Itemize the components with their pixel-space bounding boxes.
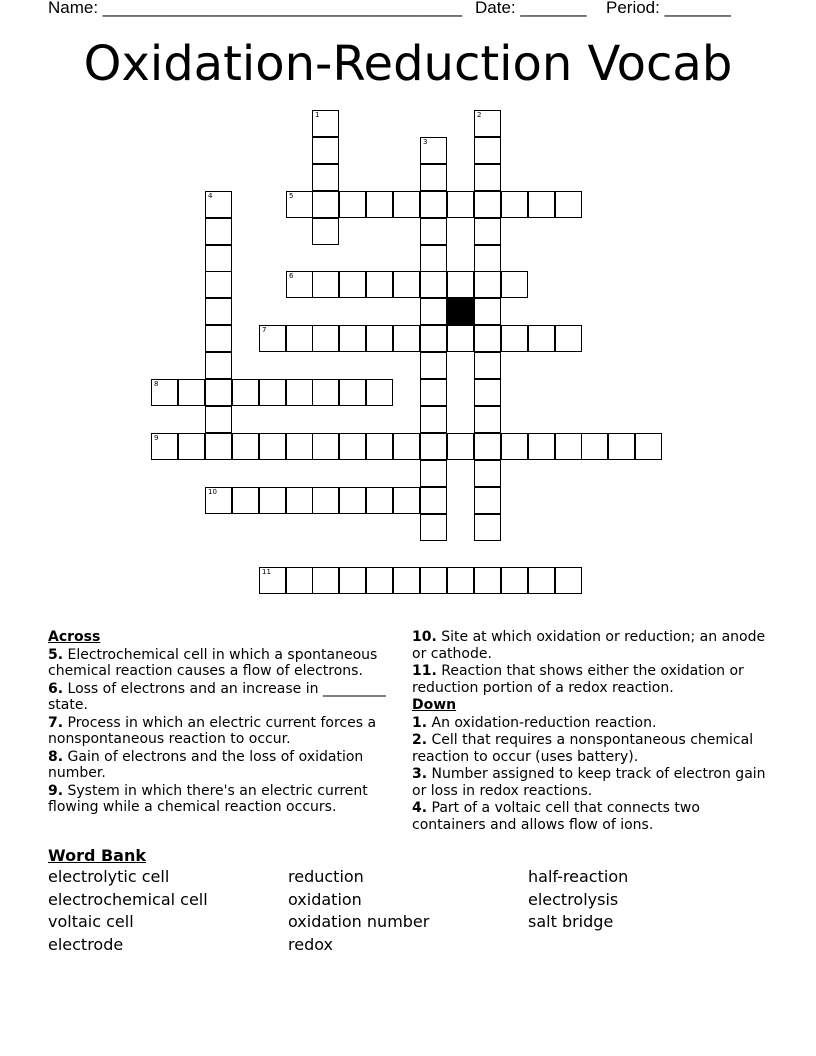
cell-number: 8 [154, 380, 159, 388]
crossword-cell[interactable] [339, 379, 366, 406]
crossword-cell[interactable] [366, 379, 393, 406]
crossword-cell[interactable] [555, 191, 582, 218]
clue-number: 10. [412, 629, 437, 645]
crossword-cell[interactable] [420, 137, 447, 164]
word-bank-word: electrode [48, 934, 124, 954]
crossword-cell[interactable] [474, 110, 501, 137]
down-heading: Down [412, 697, 457, 713]
crossword-cell[interactable] [420, 164, 447, 191]
crossword-cell[interactable] [286, 433, 313, 460]
crossword-cell[interactable] [286, 567, 313, 594]
down-clue-list [412, 715, 768, 834]
page-title: Oxidation-Reduction Vocab [83, 36, 733, 92]
crossword-cell[interactable] [474, 406, 501, 433]
word-bank-word: electrolytic cell [48, 867, 170, 886]
crossword-cell[interactable] [366, 271, 393, 298]
clue-number: 8. [48, 748, 64, 765]
crossword-cell[interactable] [420, 245, 447, 272]
crossword-cell[interactable] [312, 433, 339, 460]
across-clue [412, 629, 768, 662]
cell-number: 10 [208, 488, 217, 496]
crossword-cell[interactable] [420, 271, 447, 298]
down-clue [412, 732, 768, 765]
clue-number: 11. [412, 663, 437, 679]
crossword-cell[interactable] [393, 271, 420, 298]
cell-number: 3 [423, 138, 428, 146]
crossword-cell[interactable] [205, 352, 232, 379]
crossword-cell[interactable] [312, 137, 339, 164]
crossword-cell[interactable] [393, 433, 420, 460]
crossword-cell[interactable] [420, 433, 447, 460]
crossword-cell[interactable] [420, 514, 447, 541]
cell-number: 2 [477, 111, 482, 119]
crossword-cell[interactable] [232, 379, 259, 406]
crossword-cell[interactable] [259, 379, 286, 406]
crossword-cell[interactable] [420, 379, 447, 406]
across-clue-list [48, 647, 400, 816]
down-clue [412, 715, 768, 732]
crossword-cell[interactable] [420, 325, 447, 352]
clues-right-column [412, 629, 768, 834]
blocked-cell [447, 298, 474, 325]
clue-text: Gain of electrons and the loss of oxidation number. [48, 748, 364, 781]
crossword-cell[interactable] [286, 487, 313, 514]
crossword-cell[interactable] [312, 325, 339, 352]
crossword-cell[interactable] [232, 433, 259, 460]
crossword-cell[interactable] [205, 298, 232, 325]
crossword-cell[interactable] [447, 271, 474, 298]
crossword-cell[interactable] [501, 325, 528, 352]
crossword-cell[interactable] [420, 218, 447, 245]
crossword-cell[interactable] [286, 191, 313, 218]
crossword-cell[interactable] [205, 487, 232, 514]
word-bank-column [48, 866, 208, 956]
crossword-cell[interactable] [393, 487, 420, 514]
period-field[interactable]: Period: _______ [606, 0, 731, 17]
clue-text: Part of a voltaic cell that connects two containers and allows flow of ions. [412, 800, 700, 833]
across-clue [48, 681, 400, 714]
crossword-cell[interactable] [312, 191, 339, 218]
crossword-cell[interactable] [528, 567, 555, 594]
crossword-cell[interactable] [528, 325, 555, 352]
crossword-cell[interactable] [528, 433, 555, 460]
word-bank-word: reduction [288, 867, 364, 886]
clue-number: 6. [48, 680, 64, 697]
across-clue [48, 783, 400, 816]
clue-text: Site at which oxidation or reduction; an anode or cathode. [412, 629, 766, 662]
clue-text: Electrochemical cell in which a spontaneous chemical reaction causes a flow of electrons. [48, 646, 378, 679]
crossword-cell[interactable] [151, 433, 178, 460]
crossword-cell[interactable] [205, 406, 232, 433]
crossword-cell[interactable] [312, 487, 339, 514]
crossword-cell[interactable] [474, 379, 501, 406]
crossword-cell[interactable] [474, 164, 501, 191]
crossword-cell[interactable] [608, 433, 635, 460]
across-clue [48, 715, 400, 748]
crossword-cell[interactable] [581, 433, 608, 460]
clue-number: 9. [48, 782, 64, 799]
cell-number: 4 [208, 192, 213, 200]
cell-number: 9 [154, 434, 159, 442]
crossword-cell[interactable] [474, 325, 501, 352]
crossword-cell[interactable] [447, 325, 474, 352]
crossword-cell[interactable] [366, 433, 393, 460]
crossword-cell[interactable] [259, 567, 286, 594]
across-clue [48, 749, 400, 782]
clue-text: Process in which an electric current forces a nonspontaneous reaction to occur. [48, 714, 377, 747]
across-clue [412, 663, 768, 696]
crossword-cell[interactable] [474, 271, 501, 298]
crossword-cell[interactable] [339, 433, 366, 460]
crossword-cell[interactable] [474, 298, 501, 325]
crossword-cell[interactable] [420, 487, 447, 514]
crossword-cell[interactable] [474, 218, 501, 245]
crossword-cell[interactable] [259, 433, 286, 460]
cell-number: 7 [262, 326, 267, 334]
clue-text: Loss of electrons and an increase in _________ state. [48, 680, 386, 713]
cell-number: 1 [315, 111, 320, 119]
crossword-cell[interactable] [205, 191, 232, 218]
crossword-cell[interactable] [420, 406, 447, 433]
name-field[interactable]: Name: ______________________________________ [48, 0, 463, 17]
crossword-cell[interactable] [393, 191, 420, 218]
crossword-cell[interactable] [474, 514, 501, 541]
down-clue [412, 800, 768, 833]
crossword-cell[interactable] [259, 325, 286, 352]
clue-number: 4. [412, 800, 428, 816]
word-bank-word: oxidation [288, 889, 362, 909]
crossword-cell[interactable] [339, 487, 366, 514]
crossword-cell[interactable] [447, 191, 474, 218]
crossword-cell[interactable] [339, 567, 366, 594]
crossword-cell[interactable] [474, 137, 501, 164]
word-bank-word: voltaic cell [48, 912, 134, 932]
crossword-cell[interactable] [366, 487, 393, 514]
crossword-cell[interactable] [447, 567, 474, 594]
crossword-cell[interactable] [205, 325, 232, 352]
crossword-cell[interactable] [474, 487, 501, 514]
word-bank-word: half-reaction [528, 867, 629, 886]
crossword-cell[interactable] [420, 460, 447, 487]
crossword-cell[interactable] [501, 271, 528, 298]
crossword-cell[interactable] [366, 325, 393, 352]
crossword-cell[interactable] [447, 433, 474, 460]
crossword-cell[interactable] [151, 379, 178, 406]
crossword-cell[interactable] [474, 191, 501, 218]
crossword-cell[interactable] [393, 325, 420, 352]
crossword-cell[interactable] [555, 325, 582, 352]
crossword-cell[interactable] [474, 567, 501, 594]
crossword-cell[interactable] [393, 567, 420, 594]
crossword-cell[interactable] [286, 379, 313, 406]
crossword-cell[interactable] [259, 487, 286, 514]
crossword-cell[interactable] [420, 191, 447, 218]
crossword-cell[interactable] [286, 271, 313, 298]
crossword-cell[interactable] [339, 191, 366, 218]
clue-number: 3. [412, 766, 428, 782]
date-field[interactable]: Date: _______ [475, 0, 587, 17]
clue-number: 1. [412, 714, 428, 731]
clue-text: An oxidation-reduction reaction. [427, 714, 657, 731]
clue-number: 2. [412, 732, 428, 748]
crossword-cell[interactable] [286, 325, 313, 352]
crossword-cell[interactable] [205, 245, 232, 272]
crossword-cell[interactable] [366, 191, 393, 218]
word-bank-word: salt bridge [528, 912, 614, 932]
crossword-cell[interactable] [312, 164, 339, 191]
clue-number: 5. [48, 646, 64, 663]
crossword-cell[interactable] [178, 433, 205, 460]
clue-number: 7. [48, 714, 64, 731]
crossword-cell[interactable] [474, 460, 501, 487]
across-clue [48, 647, 400, 680]
crossword-cell[interactable] [501, 191, 528, 218]
crossword-cell[interactable] [420, 352, 447, 379]
down-clue [412, 766, 768, 799]
across-clue-list-continued [412, 629, 768, 696]
crossword-cell[interactable] [420, 567, 447, 594]
word-bank-word: electrolysis [528, 889, 619, 909]
crossword-cell[interactable] [312, 567, 339, 594]
crossword-cell[interactable] [205, 271, 232, 298]
crossword-cell[interactable] [555, 567, 582, 594]
word-bank-title: Word Bank [48, 846, 147, 865]
crossword-cell[interactable] [205, 433, 232, 460]
word-bank-column [288, 866, 429, 956]
crossword-cell[interactable] [205, 218, 232, 245]
crossword-cell[interactable] [312, 110, 339, 137]
crossword-cell[interactable] [312, 379, 339, 406]
cell-number: 5 [289, 192, 294, 200]
crossword-cell[interactable] [635, 433, 662, 460]
crossword-cell[interactable] [474, 352, 501, 379]
crossword-cell[interactable] [366, 567, 393, 594]
crossword-cell[interactable] [205, 379, 232, 406]
crossword-cell[interactable] [178, 379, 205, 406]
clue-text: System in which there's an electric current flowing while a chemical reaction occurs. [48, 782, 368, 815]
crossword-cell[interactable] [339, 325, 366, 352]
crossword-cell[interactable] [501, 567, 528, 594]
cell-number: 11 [262, 568, 271, 576]
cell-number: 6 [289, 272, 294, 280]
clue-text: Number assigned to keep track of electron gain or loss in redox reactions. [412, 766, 766, 799]
clue-text: Reaction that shows either the oxidation or reduction portion of a redox reaction. [412, 663, 744, 696]
crossword-cell[interactable] [528, 191, 555, 218]
crossword-cell[interactable] [232, 487, 259, 514]
word-bank-word: electrochemical cell [48, 889, 208, 909]
crossword-cell[interactable] [312, 271, 339, 298]
word-bank-column [528, 866, 628, 934]
clues-left-column [48, 629, 400, 817]
across-heading: Across [48, 629, 101, 645]
crossword-cell[interactable] [339, 271, 366, 298]
word-bank-word: oxidation number [288, 912, 430, 932]
crossword-cell[interactable] [420, 298, 447, 325]
clue-text: Cell that requires a nonspontaneous chemical reaction to occur (uses battery). [412, 732, 754, 765]
crossword-cell[interactable] [501, 433, 528, 460]
crossword-cell[interactable] [312, 218, 339, 245]
crossword-cell[interactable] [474, 245, 501, 272]
crossword-cell[interactable] [474, 433, 501, 460]
word-bank-word: redox [288, 934, 333, 954]
crossword-cell[interactable] [555, 433, 582, 460]
